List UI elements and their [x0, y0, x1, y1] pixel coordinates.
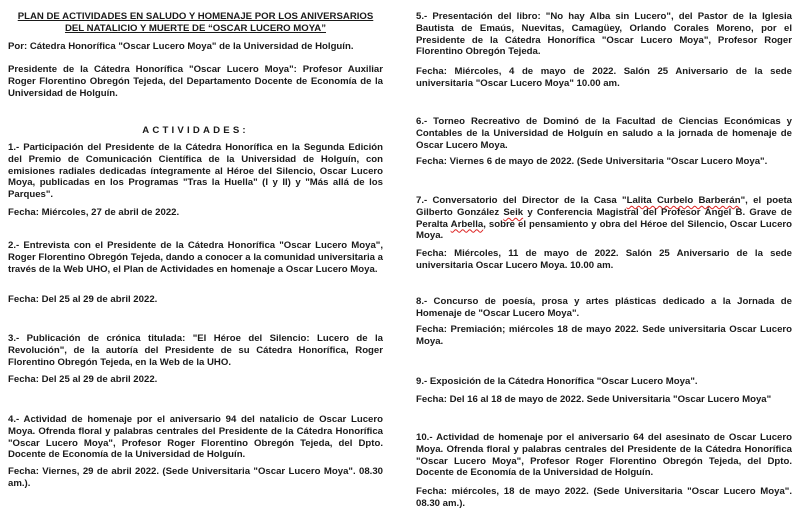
activity-3-text: 3.- Publicación de crónica titulada: "El Héroe del Silencio: Lucero de la Revolución", de la autoría del Presidente de su Cátedra Honorífica, Roger Florentino Obregón Tejeda, en la Web de la UHO. [8, 333, 383, 368]
activity-6-date: Fecha: Viernes 6 de mayo de 2022. (Sede Universitaria "Oscar Lucero Moya". [416, 156, 768, 167]
activity-10-text: 10.- Actividad de homenaje por el aniversario 64 del asesinato de Oscar Lucero Moya. Ofrenda floral y palabras centrales del Presidente de la Cátedra Honorífica "Oscar Lucero Moya", Profesor Roger Florentino Obregón Tejeda, del Dpto. Docente de Economía de la Universidad de Holguín. [416, 432, 792, 479]
activity-7-text-part: ", el poeta Gilberto González [416, 195, 792, 218]
author-line: Por: Cátedra Honorífica "Oscar Lucero Moya" de la Universidad de Holguín. [8, 41, 354, 52]
activity-5-date: Fecha: Miércoles, 4 de mayo de 2022. Salón 25 Aniversario de la sede universitaria "Oscar Lucero Moya" 10.00 am. [416, 66, 792, 89]
activity-4-date: Fecha: Viernes, 29 de abril 2022. (Sede Universitaria "Oscar Lucero Moya". 08.30 am.). [8, 466, 383, 489]
activity-8-text: 8.- Concurso de poesía, prosa y artes plásticas dedicado a la Jornada de Homenaje de "Oscar Lucero Moya". [416, 296, 792, 319]
activity-9-date: Fecha: Del 16 al 18 de mayo de 2022. Sede Universitaria "Oscar Lucero Moya" [416, 394, 772, 405]
activity-7-house-name: Lalita Curbelo Barberán [626, 195, 741, 206]
document-title: PLAN DE ACTIVIDADES EN SALUDO Y HOMENAJE POR LOS ANIVERSARIOS DEL NATALICIO Y MUERTE DE “OSCAR LUCERO MOYA” [17, 11, 374, 34]
activity-5-text: 5.- Presentación del libro: "No hay Alba sin Lucero", del Pastor de la Iglesia Bautista de Emaús, Nuevitas, Camagüey, Orlando Corales Moreno, por el Presidente de la Cátedra Honorífica "Oscar Lucero Moya", Profesor Roger Florentino Obregón Tejeda. [416, 11, 792, 58]
activity-8-date: Fecha: Premiación; miércoles 18 de mayo 2022. Sede universitaria Oscar Lucero Moya. [416, 324, 792, 347]
activity-2-date: Fecha: Del 25 al 29 de abril 2022. [8, 294, 158, 305]
activity-7-text-part: y Conferencia Magistral del Profesor Ángel B. Grave de Peralta [416, 206, 793, 230]
activities-heading: ACTIVIDADES: [142, 125, 249, 136]
activity-7-surname-seik: Seik [503, 206, 524, 218]
activity-3-date: Fecha: Del 25 al 29 de abril 2022. [8, 374, 158, 385]
activity-7-surname-arbella: Arbella [450, 218, 484, 230]
activity-7-text-part: 7.- Conversatorio del Director de la Casa " [416, 195, 627, 206]
activity-7-text [416, 195, 792, 242]
president-line: Presidente de la Cátedra Honorífica "Oscar Lucero Moya": Profesor Auxiliar Roger Florentino Obregón Tejeda, del Departamento Docente de Economía de la Universidad de Holguín. [8, 64, 383, 99]
activity-10-date: Fecha: miércoles, 18 de mayo 2022. (Sede Universitaria "Oscar Lucero Moya". 08.30 am.). [416, 486, 792, 509]
activity-1-text: 1.- Participación del Presidente de la Cátedra Honorífica en la Segunda Edición del Premio de Comunicación Científica de la Universidad de Holguín, con emisiones radiales dedicadas íntegramente al Héroe del Silencio, Oscar Lucero Moya, publicadas en los Programas "Tras la Huella" (I y II) y "Más allá de los Parques". [8, 142, 383, 201]
activity-6-text: 6.- Torneo Recreativo de Dominó de la Facultad de Ciencias Económicas y Contables de la Universidad de Holguín en saludo a la jornada de homenaje de Oscar Lucero Moya. [416, 116, 792, 151]
activity-2-text: 2.- Entrevista con el Presidente de la Cátedra Honorífica "Oscar Lucero Moya", Roger Florentino Obregón Tejeda, dando a conocer a la comunidad universitaria a través de la Web UHO, el Plan de Actividades en homenaje a Oscar Lucero Moya. [8, 240, 383, 275]
activity-1-date: Fecha: Miércoles, 27 de abril de 2022. [8, 207, 180, 218]
activity-9-text: 9.- Exposición de la Cátedra Honorífica "Oscar Lucero Moya". [416, 376, 698, 387]
activity-7-date: Fecha: Miércoles, 11 de mayo de 2022. Salón 25 Aniversario de la sede universitaria Oscar Lucero Moya. 10.00 am. [416, 248, 792, 271]
activity-7-text-part: , sobre el pensamiento y obra del Héroe del Silencio, Oscar Lucero Moya. [416, 218, 793, 242]
activity-4-text: 4.- Actividad de homenaje por el aniversario 94 del natalicio de Oscar Lucero Moya. Ofrenda floral y palabras centrales del Presidente de la Cátedra Honorífica "Oscar Lucero Moya", Profesor Roger Florentino Obregón Tejeda, del Dpto. Docente de Economía de la Universidad de Holguín. [8, 414, 383, 461]
